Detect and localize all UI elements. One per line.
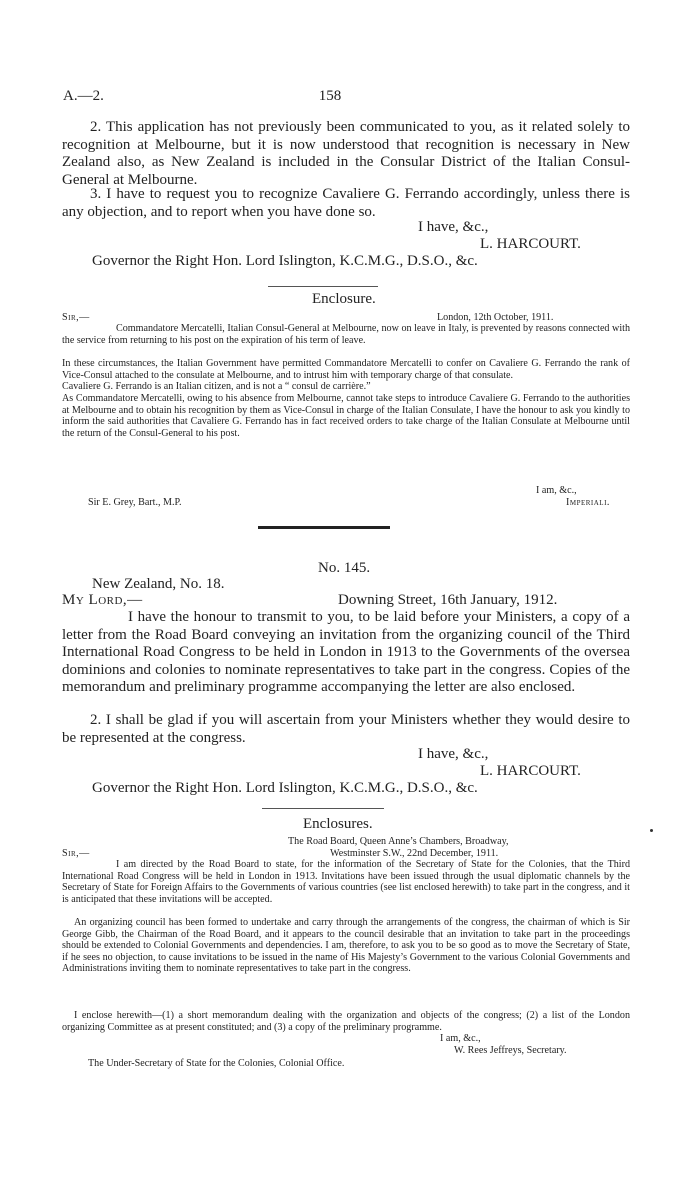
despatch-paragraph-1: I have the honour to transmit to you, to be laid before your Ministers, a copy of a letter from the Road Board conveying an invitation from the organizing council of the Third International Road Congress to be held in London in 1913 to the Governments of the oversea dominions and colonies to nominate representatives to take part in the congress. Copies of the memorandum and preliminary programme accompanying the letter are also enclosed. [62,609,630,696]
section-divider [268,286,378,287]
despatch-addressee: Governor the Right Hon. Lord Islington, K.C.M.G., D.S.O., &c. [92,780,478,796]
enclosure-paragraph: As Commandatore Mercatelli, owing to his absence from Melbourne, cannot take steps to introduce Cavaliere G. Ferrando to the authorities at Melbourne and to obtain his recognition by them as Vice-Consul in charge of the Italian Consulate, I have the honour to ask you kindly to inform the said authorities that Cavaliere G. Ferrando has in fact received orders to take charge of the Italian Consulate at Melbourne until the return of the Consul-General to his post. [62,393,630,439]
letter1-addressee: Governor the Right Hon. Lord Islington, K.C.M.G., D.S.O., &c. [92,253,478,269]
header-left: A.—2. [63,88,104,104]
letter1-closing: I have, &c., [418,219,489,235]
enclosures-address-line1: The Road Board, Queen Anne’s Chambers, Broadway, [288,836,509,847]
enclosure-signature: Imperiali. [566,497,610,508]
letter1-signature: L. HARCOURT. [480,236,581,252]
enclosures-signature: W. Rees Jeffreys, Secretary. [454,1045,567,1056]
enclosures-address-line2: Westminster S.W., 22nd December, 1911. [330,848,499,859]
despatch-place-date: Downing Street, 16th January, 1912. [338,592,558,608]
enclosures-heading: Enclosures. [303,816,373,832]
enclosures-paragraph: An organizing council has been formed to undertake and carry through the arrangements of the congress, the chairman of which is Sir George Gibb, the Chairman of the Road Board, and it appears to the council desirable that an invitation to take part in the proceedings should be extended to Colonial Governments and dependencies. I am, therefore, to ask you to be so good as to move the Secretary of State, if he sees no objection, to cause invitations to be issued in the name of His Majesty’s Government to the various Colonial Governments and Administrations inviting them to nominate representatives to take part in the congress. [62,917,630,975]
enclosure-paragraph: Cavaliere G. Ferrando is an Italian citizen, and is not a “ consul de carrière.” [62,381,371,392]
enclosures-closing: I am, &c., [440,1033,481,1044]
enclosure-place-date: London, 12th October, 1911. [437,312,554,323]
enclosure-recipient: Sir E. Grey, Bart., M.P. [88,497,182,508]
letter1-paragraph-2: 2. This application has not previously been communicated to you, as it related solely to recognition at Melbourne, but it is now understood that recognition is necessary in New Zealand also, as New Zealand is included in the Consular District of the Italian Consul-General at Melbourne. [62,119,630,188]
page-number: 158 [318,88,342,104]
enclosure-salutation: Sir,— [62,312,90,323]
despatch-closing: I have, &c., [418,746,489,762]
enclosure-heading: Enclosure. [312,291,376,307]
print-speck [650,829,653,832]
enclosure-closing: I am, &c., [536,485,577,496]
despatch-reference: New Zealand, No. 18. [92,576,225,592]
enclosure-paragraph: In these circumstances, the Italian Government have permitted Commandatore Mercatelli to confer on Cavaliere G. Ferrando the rank of Vice-Consul attached to the consulate at Melbourne, and to intrust him with temporary charge of that consulate. [62,358,630,381]
despatch-paragraph-2: 2. I shall be glad if you will ascertain from your Ministers whether they would desire to be represented at the congress. [62,712,630,746]
enclosures-salutation: Sir,— [62,848,90,859]
enclosure-paragraph: Commandatore Mercatelli, Italian Consul-General at Melbourne, now on leave in Italy, is prevented by reasons connected with the service from returning to his post on the expiration of his term of leave. [62,323,630,346]
enclosures-paragraph: I am directed by the Road Board to state, for the information of the Secretary of State for the Colonies, that the Third International Road Congress will be held in London in 1913. Invitations have been issued through the usual diplomatic channels by the Secretary of State for Foreign Affairs to the Governments of various countries (see list enclosed herewith) to take part in the congress, and it is anticipated that these invitations will be accepted. [62,859,630,905]
enclosures-paragraph: I enclose herewith—(1) a short memorandum dealing with the organization and objects of the congress; (2) a list of the London organizing Committee as at present constituted; and (3) a copy of the preliminary programme. [62,1010,630,1033]
despatch-number: No. 145. [318,560,371,576]
enclosures-recipient: The Under-Secretary of State for the Colonies, Colonial Office. [88,1058,345,1069]
despatch-signature: L. HARCOURT. [480,763,581,779]
despatch-salutation: My Lord,— [62,592,143,608]
letter1-paragraph-3: 3. I have to request you to recognize Cavaliere G. Ferrando accordingly, unless there is any objection, and to report when you have done so. [62,186,630,220]
section-divider [262,808,384,809]
section-divider-thick [258,526,390,529]
